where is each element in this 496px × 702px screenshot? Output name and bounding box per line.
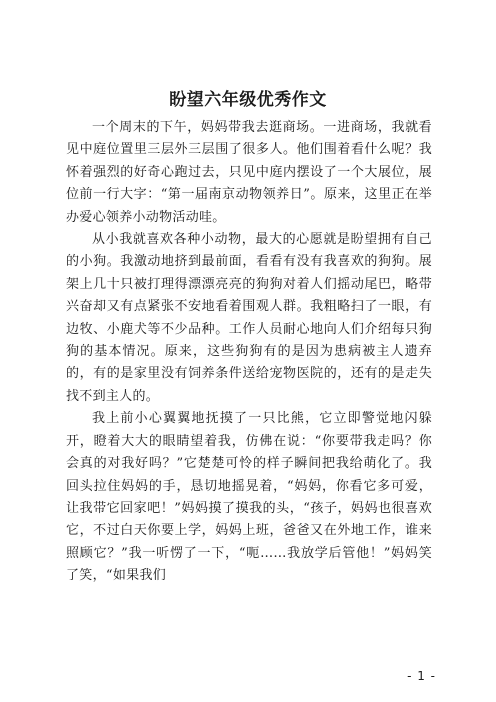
document-body (66, 117, 432, 588)
paragraph-1: 一个周末的下午，妈妈带我去逛商场。一进商场，我就看见中庭位置里三层外三层围了很多人。他们围着看什么呢？我怀着强烈的好奇心跑过去，只见中庭内摆设了一个大展位，展位前一行大字：“第一届南京动物领养日”。原来，这里正在举办爱心领养小动物活动哇。 (66, 120, 432, 225)
document-title: 盼望六年级优秀作文 (169, 90, 327, 110)
paragraph-2: 从小我就喜欢各种小动物，最大的心愿就是盼望拥有自己的小狗。我激动地挤到最前面，看看有没有我喜欢的狗狗。展架上几十只被打理得漂漂亮亮的狗狗对着人们摇动尾巴，略带兴奋却又有点紧张不安地看着围观人群。我粗略扫了一眼，有边牧、小鹿犬等不少品种。工作人员耐心地向人们介绍每只狗狗的基本情况。原来，这些狗狗有的是因为患病被主人遗弃的，有的是家里没有饲养条件送给宠物医院的，还有的是走失找不到主人的。 (66, 232, 432, 404)
page-number: - 1 - (407, 669, 436, 683)
paragraph-3: 我上前小心翼翼地抚摸了一只比熊，它立即警觉地闪躲开，瞪着大大的眼睛望着我，仿佛在说：“你要带我走吗？你会真的对我好吗？”它楚楚可怜的样子瞬间把我给萌化了。我回头拉住妈妈的手，恳切地摇晃着，“妈妈，你看它多可爱，让我带它回家吧！”妈妈摸了摸我的头，“孩子，妈妈也很喜欢它，不过白天你要上学，妈妈上班，爸爸又在外地工作，谁来照顾它？”我一听愣了一下，“呃……我放学后管他！”妈妈笑了笑，“如果我们 (66, 411, 432, 584)
